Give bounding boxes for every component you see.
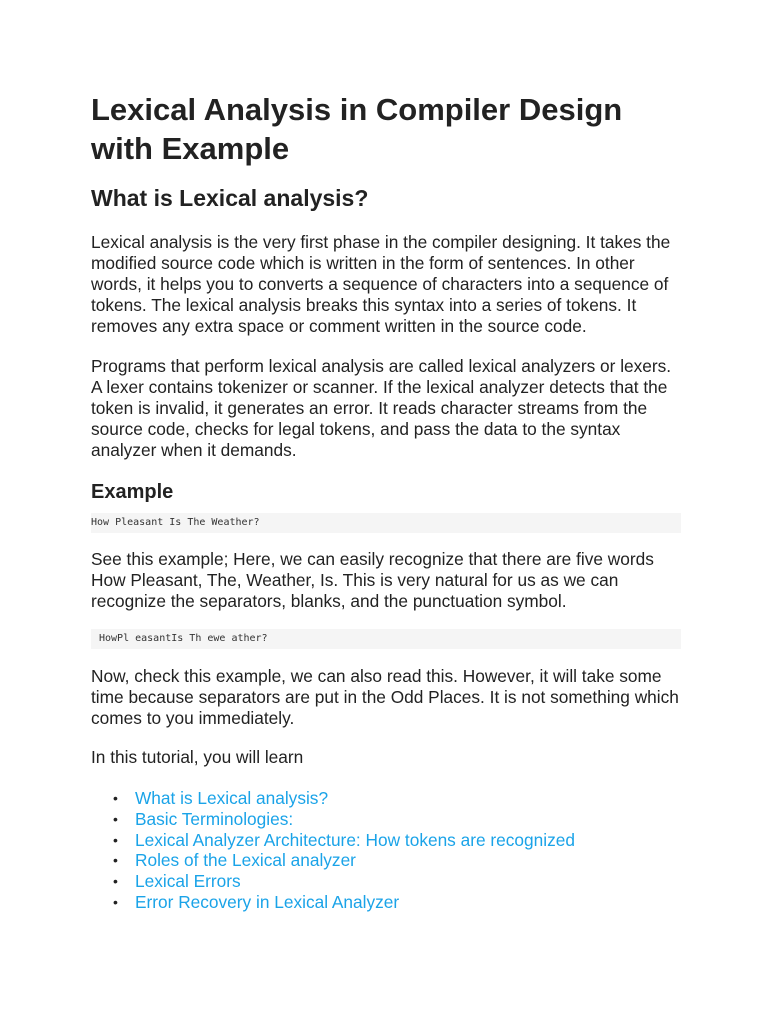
- toc-item: [91, 892, 681, 913]
- code-block-scrambled: HowPl easantIs Th ewe ather?: [91, 629, 681, 649]
- toc-item: [91, 830, 681, 851]
- paragraph-tutorial-intro: In this tutorial, you will learn: [91, 747, 304, 767]
- section-heading: What is Lexical analysis?: [91, 185, 369, 211]
- bullet-icon: •: [113, 810, 118, 827]
- code-block-example: How Pleasant Is The Weather?: [91, 513, 681, 533]
- paragraph-example-explanation: See this example; Here, we can easily recognize that there are five words How Pleasant, The, Weather, Is. This is very natural for us as we can recognize the separators, blanks, and the punctuation symbol.: [91, 549, 654, 611]
- bullet-icon: •: [113, 790, 118, 806]
- bullet-icon: •: [113, 873, 118, 890]
- toc-link-error-recovery[interactable]: Error Recovery in Lexical Analyzer: [135, 891, 400, 912]
- toc-link-lexical-errors[interactable]: Lexical Errors: [135, 871, 241, 892]
- bullet-icon: •: [113, 831, 118, 848]
- toc-link-analyzer-architecture[interactable]: Lexical Analyzer Architecture: How tokens are recognized: [135, 829, 575, 850]
- toc-link-basic-terminologies[interactable]: Basic Terminologies:: [135, 808, 294, 829]
- example-heading: Example: [91, 481, 174, 503]
- article-content: [91, 90, 681, 913]
- toc-item: [91, 809, 681, 830]
- toc-item: [91, 788, 681, 809]
- toc-item: [91, 850, 681, 871]
- toc-item: [91, 871, 681, 892]
- tutorial-toc-list: [91, 788, 681, 913]
- paragraph-intro: Lexical analysis is the very first phase in the compiler designing. It takes the modified source code which is written in the form of sentences. In other words, it helps you to converts a sequence of characters into a sequence of tokens. The lexical analysis breaks this syntax into a series of tokens. It removes any extra space or comment written in the source code.: [91, 232, 671, 336]
- toc-link-roles[interactable]: Roles of the Lexical analyzer: [135, 850, 356, 871]
- bullet-icon: •: [113, 893, 118, 910]
- paragraph-scrambled-explanation: Now, check this example, we can also read this. However, it will take some time because separators are put in the Odd Places. It is not something which comes to you immediately.: [91, 666, 679, 728]
- bullet-icon: •: [113, 852, 118, 869]
- toc-link-what-is-lexical-analysis[interactable]: What is Lexical analysis?: [135, 788, 329, 808]
- article-title: Lexical Analysis in Compiler Design with Example: [91, 92, 623, 166]
- paragraph-lexers: Programs that perform lexical analysis are called lexical analyzers or lexers. A lexer contains tokenizer or scanner. If the lexical analyzer detects that the token is invalid, it generates an error. It reads character streams from the source code, checks for legal tokens, and pass the data to the syntax analyzer when it demands.: [91, 356, 672, 460]
